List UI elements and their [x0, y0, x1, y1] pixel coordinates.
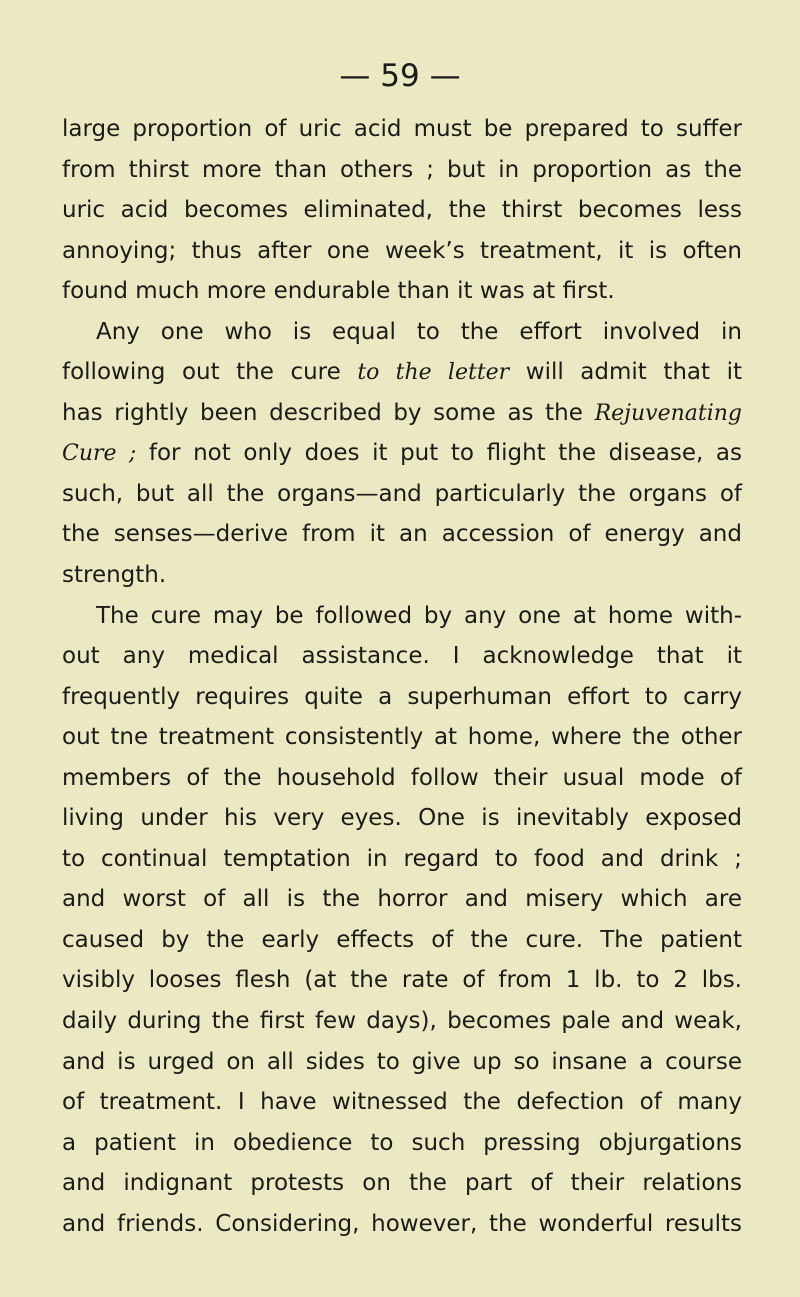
text-line: daily during the first few days), becomes pale and weak,: [62, 1008, 742, 1035]
italic-phrase: Cure ;: [62, 441, 137, 467]
text-line: visibly looses flesh (at the rate of from 1 lb. to 2 lbs.: [62, 967, 742, 994]
italic-phrase: to the letter: [357, 360, 510, 386]
text-line: annoying; thus after one week’s treatment, it is often: [62, 237, 742, 264]
text-run: following out the cure: [62, 359, 358, 386]
text-line: out any medical assistance. I acknowledge that it: [62, 643, 742, 670]
text-run: for not only does it put to flight the disease, as: [136, 440, 742, 467]
text-line: [62, 352, 742, 393]
text-line: from thirst more than others ; but in proportion as the: [62, 156, 742, 183]
text-line: [62, 433, 742, 474]
text-line: and indignant protests on the part of their relations: [62, 1170, 742, 1197]
text-run: has rightly been described by some as the: [62, 399, 595, 426]
body-text: [62, 109, 742, 1244]
text-line: living under his very eyes. One is inevitably exposed: [62, 805, 742, 832]
page-number: — 59 —: [339, 58, 461, 94]
text-line: frequently requires quite a superhuman effort to carry: [62, 683, 742, 710]
text-line: caused by the early effects of the cure. The patient: [62, 926, 742, 953]
italic-phrase: Rejuvenating: [594, 400, 742, 426]
text-line: and is urged on all sides to give up so insane a course: [62, 1048, 742, 1075]
text-line: strength.: [62, 562, 167, 589]
text-run: will admit that it: [509, 359, 743, 386]
text-line: members of the household follow their usual mode of: [62, 764, 742, 791]
text-line: uric acid becomes eliminated, the thirst becomes less: [62, 197, 742, 224]
text-line: of treatment. I have witnessed the defection of many: [62, 1089, 742, 1116]
text-line: a patient in obedience to such pressing objurgations: [62, 1129, 742, 1156]
text-line: out tne treatment consistently at home, where the other: [62, 724, 742, 751]
text-line: and friends. Considering, however, the wonderful results: [62, 1210, 742, 1237]
text-line: found much more endurable than it was at first.: [62, 278, 615, 305]
text-line: [62, 393, 742, 434]
text-line: to continual temptation in regard to food and drink ;: [62, 845, 742, 872]
text-line: such, but all the organs—and particularly the organs of: [62, 480, 742, 507]
text-line: and worst of all is the horror and misery which are: [62, 886, 742, 913]
text-line: Any one who is equal to the effort involved in: [96, 318, 742, 345]
text-line: the senses—derive from it an accession of energy and: [62, 521, 742, 548]
text-line: The cure may be followed by any one at home with-: [96, 602, 742, 629]
text-line: large proportion of uric acid must be prepared to suffer: [62, 116, 742, 142]
